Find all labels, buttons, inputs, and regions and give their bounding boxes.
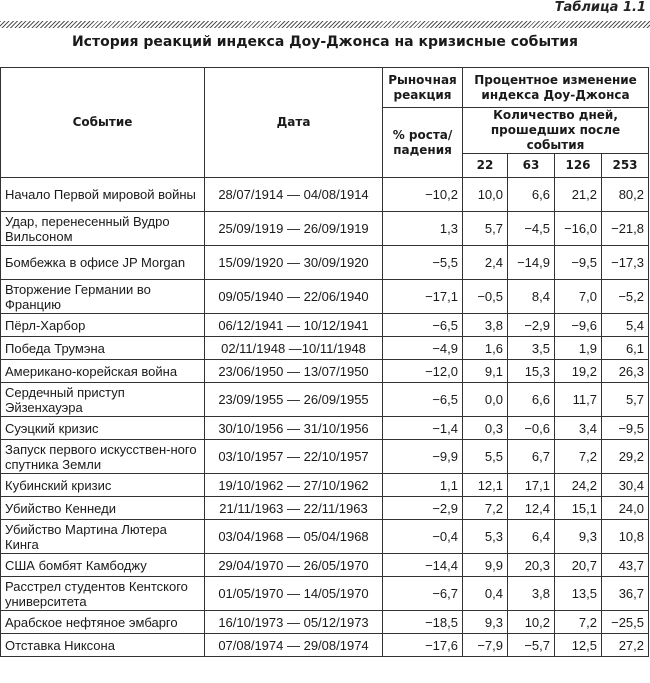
cell-reaction: −6,7 [383,577,463,611]
cell-d22: 1,6 [463,337,508,360]
header-pct-up-down: % роста/ падения [383,108,463,178]
table-row [1,280,649,314]
cell-d22: 9,1 [463,360,508,383]
cell-event: Расстрел студентов Кентского университета [1,577,205,611]
table-row [1,178,649,212]
cell-d126: 7,2 [555,611,602,634]
table-row [1,337,649,360]
cell-date: 28/07/1914 — 04/08/1914 [205,178,383,212]
cell-d22: 5,3 [463,520,508,554]
cell-d253: 24,0 [602,497,649,520]
cell-d253: −5,2 [602,280,649,314]
cell-d253: 26,3 [602,360,649,383]
cell-reaction: −0,4 [383,520,463,554]
header-percent-change: Процентное изменение индекса Доу-Джонса [463,68,649,108]
cell-d253: 30,4 [602,474,649,497]
cell-reaction: −17,1 [383,280,463,314]
cell-d22: 9,9 [463,554,508,577]
cell-d63: 6,4 [508,520,555,554]
cell-d63: 20,3 [508,554,555,577]
cell-reaction: −10,2 [383,178,463,212]
cell-d22: 0,3 [463,417,508,440]
cell-d63: 6,7 [508,440,555,474]
crisis-reaction-table [0,67,649,657]
cell-d63: 6,6 [508,178,555,212]
cell-d253: −21,8 [602,212,649,246]
cell-d22: 10,0 [463,178,508,212]
cell-date: 02/11/1948 —10/11/1948 [205,337,383,360]
cell-d63: 3,8 [508,577,555,611]
cell-d63: −4,5 [508,212,555,246]
cell-d126: 3,4 [555,417,602,440]
cell-d126: 19,2 [555,360,602,383]
cell-event: США бомбят Камбоджу [1,554,205,577]
cell-event: Отставка Никсона [1,634,205,657]
cell-d253: 29,2 [602,440,649,474]
cell-d126: 15,1 [555,497,602,520]
cell-event: Суэцкий кризис [1,417,205,440]
cell-reaction: −17,6 [383,634,463,657]
table-header [1,68,649,178]
cell-d126: −9,5 [555,246,602,280]
table-row [1,314,649,337]
table-row [1,360,649,383]
table-body [1,178,649,657]
cell-reaction: −6,5 [383,383,463,417]
cell-d22: 12,1 [463,474,508,497]
cell-d63: 3,5 [508,337,555,360]
cell-d63: 12,4 [508,497,555,520]
cell-date: 23/09/1955 — 26/09/1955 [205,383,383,417]
cell-date: 15/09/1920 — 30/09/1920 [205,246,383,280]
header-d126: 126 [555,154,602,178]
cell-d126: 11,7 [555,383,602,417]
cell-date: 23/06/1950 — 13/07/1950 [205,360,383,383]
table-number: Таблица 1.1 [554,0,646,15]
table-row [1,212,649,246]
cell-d126: −9,6 [555,314,602,337]
header-d63: 63 [508,154,555,178]
cell-event: Удар, перенесенный Вудро Вильсоном [1,212,205,246]
cell-d253: −17,3 [602,246,649,280]
cell-date: 21/11/1963 — 22/11/1963 [205,497,383,520]
cell-reaction: 1,1 [383,474,463,497]
cell-event: Убийство Мартина Лютера Кинга [1,520,205,554]
cell-d126: 12,5 [555,634,602,657]
header-event: Событие [1,68,205,178]
header-days-after: Количество дней, прошедших после события [463,108,649,154]
cell-d63: −14,9 [508,246,555,280]
cell-date: 30/10/1956 — 31/10/1956 [205,417,383,440]
cell-d126: 24,2 [555,474,602,497]
cell-date: 03/04/1968 — 05/04/1968 [205,520,383,554]
cell-date: 16/10/1973 — 05/12/1973 [205,611,383,634]
cell-reaction: −14,4 [383,554,463,577]
cell-d253: 10,8 [602,520,649,554]
table-row [1,440,649,474]
cell-reaction: −1,4 [383,417,463,440]
cell-d126: 1,9 [555,337,602,360]
cell-d22: 0,0 [463,383,508,417]
cell-d126: 7,0 [555,280,602,314]
header-d22: 22 [463,154,508,178]
table-row [1,611,649,634]
cell-d253: 6,1 [602,337,649,360]
cell-reaction: −18,5 [383,611,463,634]
cell-event: Сердечный приступ Эйзенхауэра [1,383,205,417]
cell-d253: −25,5 [602,611,649,634]
cell-reaction: −5,5 [383,246,463,280]
table-row [1,554,649,577]
header-date: Дата [205,68,383,178]
hatch-rule [0,21,650,28]
cell-d126: −16,0 [555,212,602,246]
cell-d63: 15,3 [508,360,555,383]
cell-d63: −2,9 [508,314,555,337]
cell-reaction: −9,9 [383,440,463,474]
cell-d22: 9,3 [463,611,508,634]
cell-d22: −0,5 [463,280,508,314]
cell-date: 25/09/1919 — 26/09/1919 [205,212,383,246]
cell-d126: 9,3 [555,520,602,554]
cell-d22: −7,9 [463,634,508,657]
cell-d126: 21,2 [555,178,602,212]
cell-reaction: −6,5 [383,314,463,337]
cell-date: 07/08/1974 — 29/08/1974 [205,634,383,657]
cell-d63: 6,6 [508,383,555,417]
cell-date: 09/05/1940 — 22/06/1940 [205,280,383,314]
cell-d253: 27,2 [602,634,649,657]
cell-d126: 20,7 [555,554,602,577]
header-d253: 253 [602,154,649,178]
table-row [1,497,649,520]
cell-d22: 2,4 [463,246,508,280]
cell-reaction: −12,0 [383,360,463,383]
cell-date: 03/10/1957 — 22/10/1957 [205,440,383,474]
cell-d22: 5,5 [463,440,508,474]
cell-d253: 36,7 [602,577,649,611]
cell-d63: −5,7 [508,634,555,657]
cell-event: Убийство Кеннеди [1,497,205,520]
cell-d126: 7,2 [555,440,602,474]
table-row [1,577,649,611]
cell-d22: 7,2 [463,497,508,520]
cell-reaction: 1,3 [383,212,463,246]
table-row [1,383,649,417]
cell-event: Начало Первой мировой войны [1,178,205,212]
cell-d126: 13,5 [555,577,602,611]
cell-event: Пёрл-Харбор [1,314,205,337]
cell-d253: 5,7 [602,383,649,417]
table-row [1,474,649,497]
table-row [1,246,649,280]
cell-event: Арабское нефтяное эмбарго [1,611,205,634]
cell-d253: −9,5 [602,417,649,440]
cell-d63: 10,2 [508,611,555,634]
cell-event: Кубинский кризис [1,474,205,497]
cell-event: Победа Трумэна [1,337,205,360]
cell-date: 01/05/1970 — 14/05/1970 [205,577,383,611]
cell-event: Бомбежка в офисе JP Morgan [1,246,205,280]
cell-date: 29/04/1970 — 26/05/1970 [205,554,383,577]
cell-date: 19/10/1962 — 27/10/1962 [205,474,383,497]
cell-event: Вторжение Германии во Францию [1,280,205,314]
cell-d253: 80,2 [602,178,649,212]
cell-d63: 17,1 [508,474,555,497]
cell-reaction: −4,9 [383,337,463,360]
cell-reaction: −2,9 [383,497,463,520]
cell-d22: 0,4 [463,577,508,611]
table-row [1,520,649,554]
table-title: История реакций индекса Доу-Джонса на кризисные события [71,34,579,50]
cell-d63: 8,4 [508,280,555,314]
cell-date: 06/12/1941 — 10/12/1941 [205,314,383,337]
header-market-reaction: Рыночная реакция [383,68,463,108]
cell-d63: −0,6 [508,417,555,440]
cell-event: Запуск первого искусствен-ного спутника Земли [1,440,205,474]
cell-event: Американо-корейская война [1,360,205,383]
cell-d253: 5,4 [602,314,649,337]
cell-d22: 3,8 [463,314,508,337]
cell-d22: 5,7 [463,212,508,246]
cell-d253: 43,7 [602,554,649,577]
table-row [1,417,649,440]
table-row [1,634,649,657]
